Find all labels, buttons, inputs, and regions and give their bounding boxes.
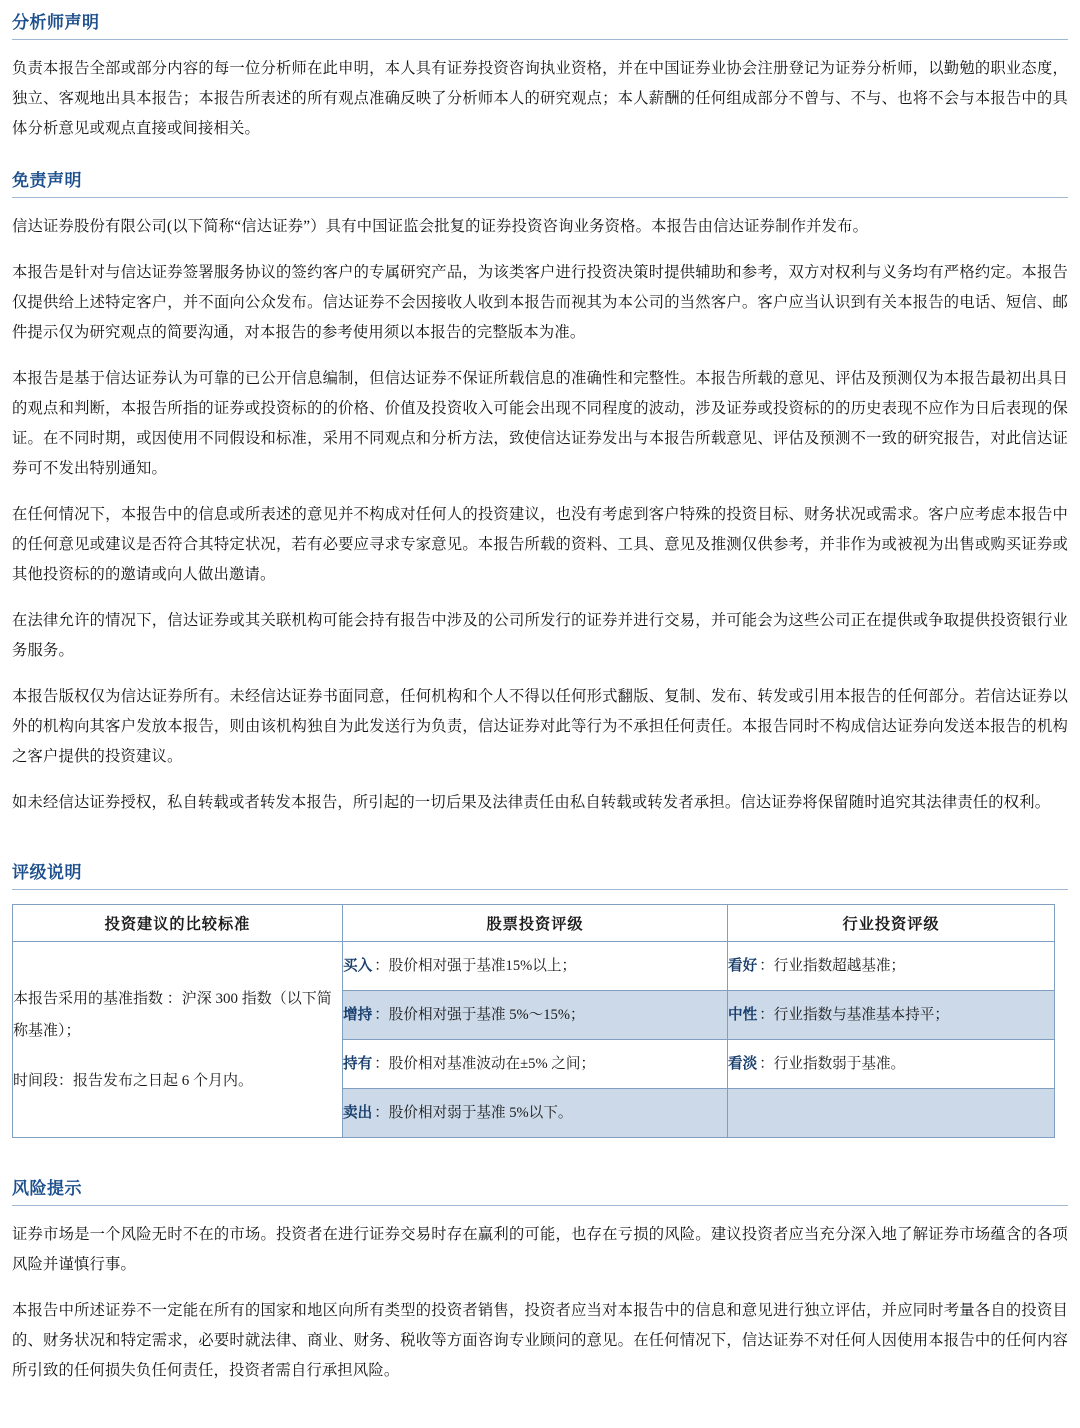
risk-warning-paragraph: 本报告中所述证券不一定能在所有的国家和地区向所有类型的投资者销售，投资者应当对本报告中的信息和意见进行独立评估，并应同时考量各自的投资目的、财务状况和特定需求，必要时就法律、商业、财务、税收等方面咨询专业顾问的意见。在任何情况下，信达证券不对任何人因使用本报告中的任何内容所引致的任何损失负任何责任，投资者需自行承担风险。 (12, 1302, 1068, 1379)
heading-divider (12, 1205, 1068, 1206)
stock-rating-name: 持有 (343, 1056, 373, 1072)
disclaimer-paragraph: 如未经信达证券授权，私自转载或者转发本报告，所引起的一切后果及法律责任由私自转载或转发者承担。信达证券将保留随时追究其法律责任的权利。 (12, 794, 1051, 811)
stock-rating-name: 卖出 (343, 1105, 373, 1121)
stock-rating-desc: ：股价相对弱于基准 5%以下。 (374, 1105, 573, 1121)
stock-rating-desc: ：股价相对强于基准15%以上； (374, 958, 577, 974)
analyst-statement-paragraph: 负责本报告全部或部分内容的每一位分析师在此申明，本人具有证券投资咨询执业资格，并在中国证券业协会注册登记为证券分析师，以勤勉的职业态度，独立、客观地出具本报告；本报告所表述的所有观点准确反映了分析师本人的研究观点；本人薪酬的任何组成部分不曾与、不与、也将不会与本报告中的具体分析意见或观点直接或间接相关。 (12, 60, 1068, 137)
disclaimer-paragraph: 本报告是基于信达证券认为可靠的已公开信息编制，但信达证券不保证所载信息的准确性和完整性。本报告所载的意见、评估及预测仅为本报告最初出具日的观点和判断，本报告所指的证券或投资标的的价格、价值及投资收入可能会出现不同程度的波动，涉及证券或投资标的的历史表现不应作为日后表现的保证。在不同时期，或因使用不同假设和标准，采用不同观点和分析方法，致使信达证券发出与本报告所载意见、评估及预测不一致的研究报告，对此信达证券可不发出特别通知。 (12, 370, 1068, 477)
benchmark-line-1: 本报告采用的基准指数 ：沪深 300 指数（以下简称基准）； (13, 990, 332, 1039)
table-header-benchmark: 投资建议的比较标准 (13, 905, 343, 942)
ratings-table (12, 904, 1055, 1138)
disclaimer-heading: 免责声明 (12, 171, 82, 190)
industry-rating-cell (728, 991, 1055, 1040)
industry-rating-name: 看好 (728, 958, 758, 974)
stock-rating-desc: ：股价相对基准波动在±5% 之间； (374, 1056, 596, 1072)
stock-rating-cell (343, 1089, 728, 1138)
disclaimer-section (12, 166, 1068, 818)
disclaimer-paragraph: 本报告是针对与信达证券签署服务协议的签约客户的专属研究产品，为该类客户进行投资决策时提供辅助和参考，双方对权利与义务均有严格约定。本报告仅提供给上述特定客户，并不面向公众发布。信达证券不会因接收人收到本报告而视其为本公司的当然客户。客户应当认识到有关本报告的电话、短信、邮件提示仅为研究观点的简要沟通，对本报告的参考使用须以本报告的完整版本为准。 (12, 264, 1068, 341)
stock-rating-name: 买入 (343, 958, 373, 974)
disclaimer-paragraph: 在任何情况下，本报告中的信息或所表述的意见并不构成对任何人的投资建议，也没有考虑到客户特殊的投资目标、财务状况或需求。客户应考虑本报告中的任何意见或建议是否符合其特定状况，若有必要应寻求专家意见。本报告所载的资料、工具、意见及推测仅供参考，并非作为或被视为出售或购买证券或其他投资标的的邀请或向人做出邀请。 (12, 506, 1068, 583)
industry-rating-cell-empty (728, 1089, 1055, 1138)
rating-description-section (12, 858, 1068, 1138)
risk-warning-paragraph: 证券市场是一个风险无时不在的市场。投资者在进行证券交易时存在赢利的可能，也存在亏损的风险。建议投资者应当充分深入地了解证券市场蕴含的各项风险并谨慎行事。 (12, 1226, 1068, 1273)
industry-rating-desc: ：行业指数弱于基准。 (759, 1056, 906, 1072)
disclaimer-paragraph: 在法律允许的情况下，信达证券或其关联机构可能会持有报告中涉及的公司所发行的证券并进行交易，并可能会为这些公司正在提供或争取提供投资银行业务服务。 (12, 612, 1068, 659)
analyst-statement-heading: 分析师声明 (12, 13, 100, 32)
stock-rating-cell (343, 991, 728, 1040)
risk-warning-heading: 风险提示 (12, 1179, 82, 1198)
disclaimer-paragraph: 本报告版权仅为信达证券所有。未经信达证券书面同意，任何机构和个人不得以任何形式翻版、复制、发布、转发或引用本报告的任何部分。若信达证券以外的机构向其客户发放本报告，则由该机构独自为此发送行为负责，信达证券对此等行为不承担任何责任。本报告同时不构成信达证券向发送本报告的机构之客户提供的投资建议。 (12, 688, 1068, 765)
industry-rating-name: 中性 (728, 1007, 758, 1023)
table-header-row (13, 905, 1055, 942)
stock-rating-cell (343, 942, 728, 991)
rating-description-heading: 评级说明 (12, 863, 82, 882)
table-header-stock-rating: 股票投资评级 (343, 905, 728, 942)
industry-rating-cell (728, 942, 1055, 991)
industry-rating-name: 看淡 (728, 1056, 758, 1072)
benchmark-line-2: 时间段：报告发布之日起 6 个月内。 (13, 1072, 254, 1089)
industry-rating-cell (728, 1040, 1055, 1089)
heading-divider (12, 39, 1068, 40)
analyst-statement-section (12, 8, 1068, 144)
table-header-industry-rating: 行业投资评级 (728, 905, 1055, 942)
industry-rating-desc: ：行业指数超越基准； (759, 958, 906, 974)
benchmark-cell (13, 942, 343, 1138)
stock-rating-desc: ：股价相对强于基准 5%～15%； (374, 1007, 585, 1023)
industry-rating-desc: ：行业指数与基准基本持平； (759, 1007, 949, 1023)
heading-divider (12, 197, 1068, 198)
heading-divider (12, 889, 1068, 890)
disclaimer-paragraph: 信达证券股份有限公司(以下简称“信达证券”）具有中国证监会批复的证券投资咨询业务资格。本报告由信达证券制作并发布。 (12, 218, 869, 235)
stock-rating-name: 增持 (343, 1007, 373, 1023)
stock-rating-cell (343, 1040, 728, 1089)
table-row (13, 942, 1055, 991)
risk-warning-section (12, 1174, 1068, 1386)
